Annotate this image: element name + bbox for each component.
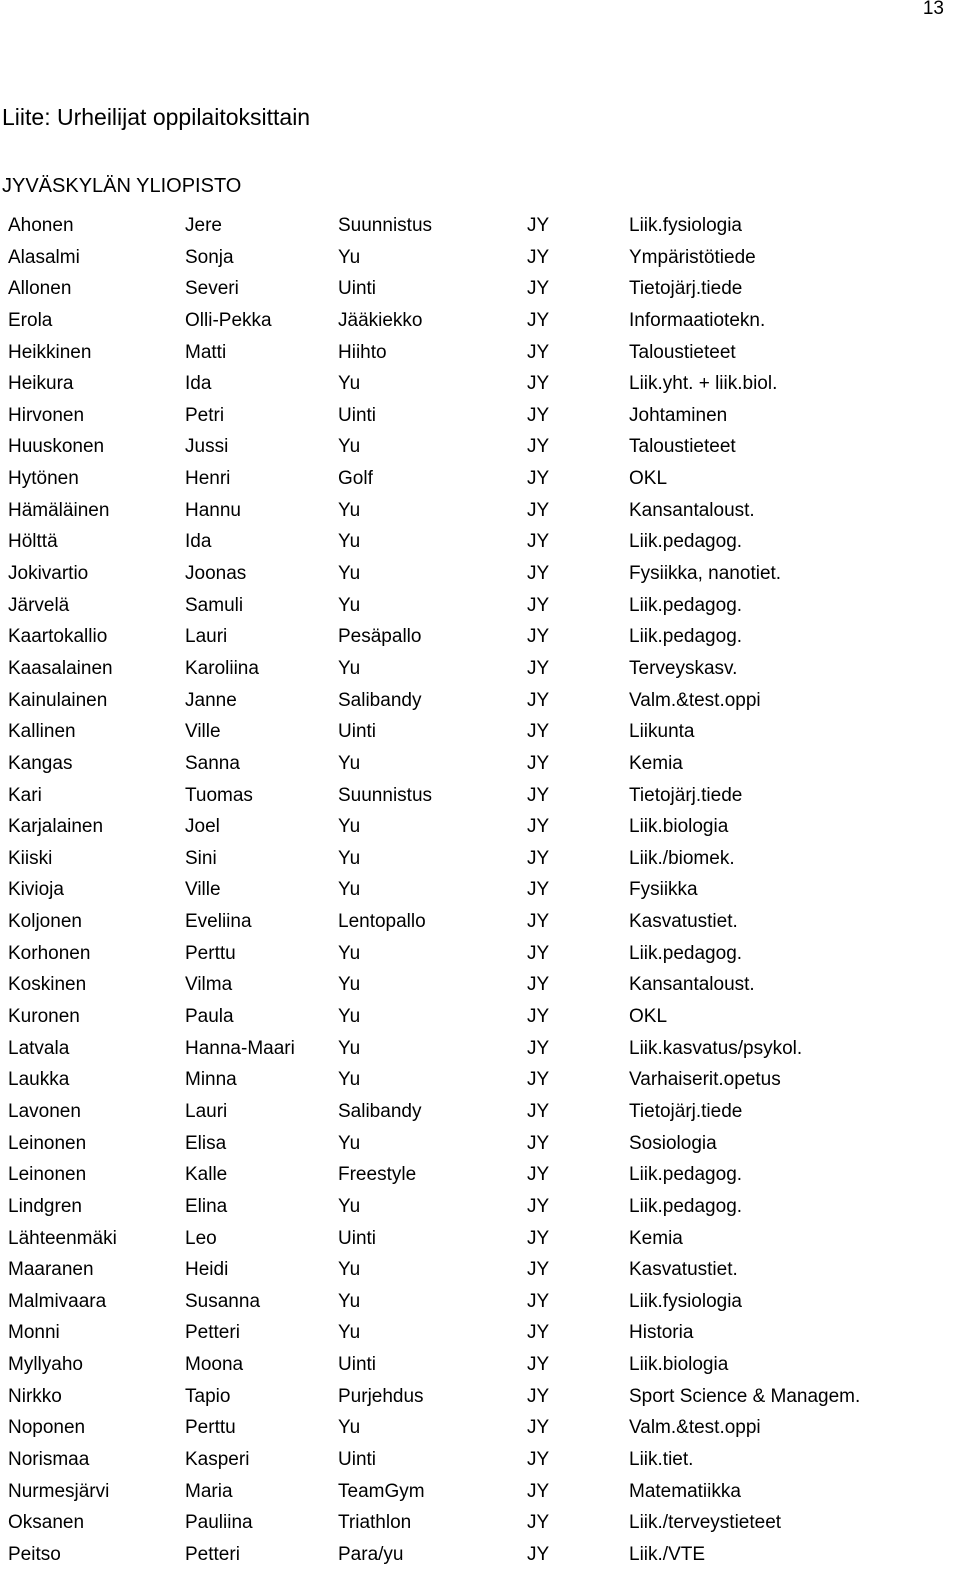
sport: Yu [338,657,361,679]
surname: Noponen [8,1417,86,1439]
field-of-study: Liik.pedagog. [629,1195,743,1217]
field-of-study: Liik./terveystieteet [629,1512,782,1534]
institution: JY [527,531,550,553]
field-of-study: Liik.pedagog. [629,942,743,964]
first-name: Pauliina [185,1512,253,1534]
athlete-row [0,1477,960,1509]
first-name: Eveliina [185,911,252,933]
institution: JY [527,1259,550,1281]
athlete-row [0,1097,960,1129]
surname: Maaranen [8,1259,94,1281]
sport: Salibandy [338,689,422,711]
sport: Yu [338,1290,361,1312]
sport: Yu [338,1006,361,1028]
surname: Kivioja [8,879,64,901]
field-of-study: Valm.&test.oppi [629,689,761,711]
first-name: Janne [185,689,237,711]
first-name: Perttu [185,1417,236,1439]
first-name: Susanna [185,1290,261,1312]
institution: JY [527,309,550,331]
field-of-study: Matematiikka [629,1480,741,1502]
athlete-row [0,875,960,907]
appendix-title: Liite: Urheilijat oppilaitoksittain [2,104,311,130]
first-name: Tuomas [185,784,253,806]
sport: Purjehdus [338,1385,424,1407]
athlete-row [0,338,960,370]
institution: JY [527,942,550,964]
athlete-row [0,1508,960,1540]
field-of-study: Historia [629,1322,694,1344]
first-name: Joonas [185,563,247,585]
institution: JY [527,1543,550,1565]
first-name: Sanna [185,752,240,774]
institution: JY [527,1100,550,1122]
field-of-study: Johtaminen [629,404,728,426]
institution: JY [527,1417,550,1439]
athlete-list [0,211,960,1572]
sport: Yu [338,436,361,458]
first-name: Ville [185,721,221,743]
first-name: Sonja [185,246,234,268]
surname: Oksanen [8,1512,85,1534]
athlete-row [0,1350,960,1382]
sport: Suunnistus [338,784,433,806]
field-of-study: Liik.pedagog. [629,531,743,553]
institution: JY [527,246,550,268]
sport: Yu [338,1417,361,1439]
institution: JY [527,1227,550,1249]
first-name: Severi [185,278,239,300]
field-of-study: Liik.kasvatus/psykol. [629,1037,803,1059]
institution: JY [527,1164,550,1186]
surname: Leinonen [8,1132,87,1154]
institution: JY [527,404,550,426]
surname: Koskinen [8,974,87,996]
surname: Heikkinen [8,341,92,363]
field-of-study: Fysiikka [629,879,698,901]
field-of-study: Liik.biologia [629,816,729,838]
sport: Pesäpallo [338,626,422,648]
first-name: Leo [185,1227,217,1249]
first-name: Moona [185,1354,244,1376]
athlete-row [0,622,960,654]
athlete-row [0,591,960,623]
sport: Yu [338,499,361,521]
field-of-study: Kansantaloust. [629,499,755,521]
sport: Salibandy [338,1100,422,1122]
field-of-study: Taloustieteet [629,436,736,458]
field-of-study: Liik.yht. + liik.biol. [629,373,778,395]
institution: JY [527,1132,550,1154]
field-of-study: OKL [629,468,668,490]
first-name: Heidi [185,1259,229,1281]
athlete-row [0,1224,960,1256]
athlete-row [0,686,960,718]
sport: Freestyle [338,1164,417,1186]
sport: TeamGym [338,1480,425,1502]
first-name: Hanna-Maari [185,1037,295,1059]
sport: Yu [338,974,361,996]
field-of-study: Varhaiserit.opetus [629,1069,781,1091]
sport: Yu [338,1322,361,1344]
first-name: Elisa [185,1132,227,1154]
athlete-row [0,1034,960,1066]
institution: JY [527,879,550,901]
institution: JY [527,1512,550,1534]
institution: JY [527,1480,550,1502]
surname: Hirvonen [8,404,85,426]
athlete-row [0,717,960,749]
surname: Kari [8,784,42,806]
athlete-row [0,781,960,813]
institution: JY [527,657,550,679]
athlete-row [0,1065,960,1097]
field-of-study: Informaatiotekn. [629,309,766,331]
surname: Korhonen [8,942,91,964]
institution: JY [527,1385,550,1407]
institution: JY [527,436,550,458]
surname: Malmivaara [8,1290,107,1312]
first-name: Maria [185,1480,233,1502]
first-name: Hannu [185,499,241,521]
sport: Uinti [338,278,377,300]
first-name: Henri [185,468,231,490]
field-of-study: Liik./VTE [629,1543,706,1565]
institution: JY [527,468,550,490]
university-heading: JYVÄSKYLÄN YLIOPISTO [2,175,242,197]
institution: JY [527,1195,550,1217]
sport: Yu [338,1195,361,1217]
surname: Kaasalainen [8,657,113,679]
sport: Lentopallo [338,911,426,933]
first-name: Ville [185,879,221,901]
field-of-study: Liik.tiet. [629,1448,694,1470]
institution: JY [527,974,550,996]
surname: Alasalmi [8,246,80,268]
institution: JY [527,752,550,774]
institution: JY [527,1006,550,1028]
surname: Erola [8,309,53,331]
sport: Jääkiekko [338,309,423,331]
first-name: Perttu [185,942,236,964]
institution: JY [527,278,550,300]
first-name: Kasperi [185,1448,250,1470]
athlete-row [0,432,960,464]
surname: Peitso [8,1543,61,1565]
first-name: Petri [185,404,225,426]
first-name: Paula [185,1006,234,1028]
first-name: Samuli [185,594,244,616]
sport: Suunnistus [338,215,433,236]
surname: Monni [8,1322,60,1344]
institution: JY [527,1037,550,1059]
athlete-row [0,306,960,338]
page-number: 13 [922,0,944,19]
athlete-row [0,907,960,939]
field-of-study: Liik.pedagog. [629,594,743,616]
institution: JY [527,784,550,806]
athlete-row [0,1382,960,1414]
institution: JY [527,499,550,521]
sport: Yu [338,847,361,869]
surname: Koljonen [8,911,82,933]
field-of-study: Taloustieteet [629,341,736,363]
athlete-row [0,654,960,686]
field-of-study: Liikunta [629,721,695,743]
athlete-row [0,211,960,243]
field-of-study: Liik.fysiologia [629,215,742,236]
surname: Karjalainen [8,816,104,838]
athlete-row [0,1255,960,1287]
surname: Heikura [8,373,74,395]
surname: Lindgren [8,1195,82,1217]
institution: JY [527,1322,550,1344]
surname: Myllyaho [8,1354,83,1376]
field-of-study: Sosiologia [629,1132,717,1154]
athlete-row [0,970,960,1002]
field-of-study: Liik.biologia [629,1354,729,1376]
institution: JY [527,816,550,838]
first-name: Petteri [185,1543,240,1565]
institution: JY [527,847,550,869]
institution: JY [527,594,550,616]
surname: Lähteenmäki [8,1227,117,1249]
first-name: Joel [185,816,220,838]
sport: Yu [338,563,361,585]
athlete-row [0,1540,960,1572]
institution: JY [527,626,550,648]
surname: Kangas [8,752,73,774]
athlete-row [0,464,960,496]
athlete-row [0,1160,960,1192]
sport: Yu [338,879,361,901]
field-of-study: Kansantaloust. [629,974,755,996]
institution: JY [527,911,550,933]
first-name: Olli-Pekka [185,309,272,331]
field-of-study: Kasvatustiet. [629,911,738,933]
surname: Hämäläinen [8,499,110,521]
field-of-study: Liik.pedagog. [629,1164,743,1186]
first-name: Kalle [185,1164,228,1186]
first-name: Ida [185,531,212,553]
first-name: Vilma [185,974,233,996]
sport: Triathlon [338,1512,412,1534]
sport: Yu [338,1259,361,1281]
sport: Uinti [338,721,377,743]
institution: JY [527,1448,550,1470]
sport: Yu [338,1069,361,1091]
surname: Laukka [8,1069,70,1091]
field-of-study: Sport Science & Managem. [629,1385,861,1407]
athlete-row [0,274,960,306]
field-of-study: Tietojärj.tiede [629,1100,743,1122]
athlete-row [0,1413,960,1445]
sport: Yu [338,373,361,395]
first-name: Karoliina [185,657,259,679]
surname: Hytönen [8,468,79,490]
surname: Latvala [8,1037,70,1059]
sport: Yu [338,594,361,616]
sport: Uinti [338,404,377,426]
field-of-study: Kemia [629,752,683,774]
field-of-study: Liik./biomek. [629,847,735,869]
athlete-row [0,527,960,559]
athlete-row [0,812,960,844]
first-name: Jussi [185,436,229,458]
surname: Ahonen [8,215,74,236]
sport: Yu [338,752,361,774]
sport: Yu [338,1132,361,1154]
field-of-study: OKL [629,1006,668,1028]
field-of-study: Fysiikka, nanotiet. [629,563,782,585]
surname: Kiiski [8,847,53,869]
first-name: Elina [185,1195,228,1217]
institution: JY [527,215,550,236]
first-name: Lauri [185,626,228,648]
field-of-study: Kemia [629,1227,683,1249]
surname: Allonen [8,278,72,300]
sport: Para/yu [338,1543,404,1565]
athlete-row [0,844,960,876]
field-of-study: Ympäristötiede [629,246,756,268]
athlete-row [0,939,960,971]
institution: JY [527,341,550,363]
athlete-row [0,496,960,528]
field-of-study: Terveyskasv. [629,657,738,679]
institution: JY [527,373,550,395]
athlete-row [0,749,960,781]
surname: Hölttä [8,531,58,553]
first-name: Matti [185,341,227,363]
field-of-study: Liik.pedagog. [629,626,743,648]
institution: JY [527,1069,550,1091]
surname: Leinonen [8,1164,87,1186]
surname: Nirkko [8,1385,62,1407]
athlete-row [0,559,960,591]
surname: Kuronen [8,1006,80,1028]
surname: Järvelä [8,594,70,616]
athlete-row [0,1002,960,1034]
surname: Jokivartio [8,563,89,585]
sport: Golf [338,468,373,490]
first-name: Sini [185,847,217,869]
sport: Yu [338,942,361,964]
sport: Hiihto [338,341,387,363]
sport: Yu [338,816,361,838]
athlete-row [0,1192,960,1224]
sport: Uinti [338,1354,377,1376]
field-of-study: Kasvatustiet. [629,1259,738,1281]
athlete-row [0,1318,960,1350]
surname: Kainulainen [8,689,108,711]
first-name: Tapio [185,1385,231,1407]
surname: Lavonen [8,1100,81,1122]
field-of-study: Liik.fysiologia [629,1290,742,1312]
surname: Nurmesjärvi [8,1480,110,1502]
sport: Yu [338,531,361,553]
institution: JY [527,1354,550,1376]
athlete-row [0,243,960,275]
field-of-study: Tietojärj.tiede [629,278,743,300]
first-name: Petteri [185,1322,240,1344]
sport: Uinti [338,1448,377,1470]
institution: JY [527,689,550,711]
surname: Kaartokallio [8,626,108,648]
sport: Yu [338,246,361,268]
athlete-row [0,401,960,433]
institution: JY [527,563,550,585]
athlete-row [0,1129,960,1161]
surname: Huuskonen [8,436,105,458]
athlete-row [0,369,960,401]
surname: Kallinen [8,721,76,743]
first-name: Minna [185,1069,237,1091]
first-name: Ida [185,373,212,395]
institution: JY [527,1290,550,1312]
sport: Uinti [338,1227,377,1249]
first-name: Jere [185,215,222,236]
sport: Yu [338,1037,361,1059]
first-name: Lauri [185,1100,228,1122]
surname: Norismaa [8,1448,90,1470]
athlete-row [0,1287,960,1319]
field-of-study: Tietojärj.tiede [629,784,743,806]
institution: JY [527,721,550,743]
field-of-study: Valm.&test.oppi [629,1417,761,1439]
athlete-row [0,1445,960,1477]
